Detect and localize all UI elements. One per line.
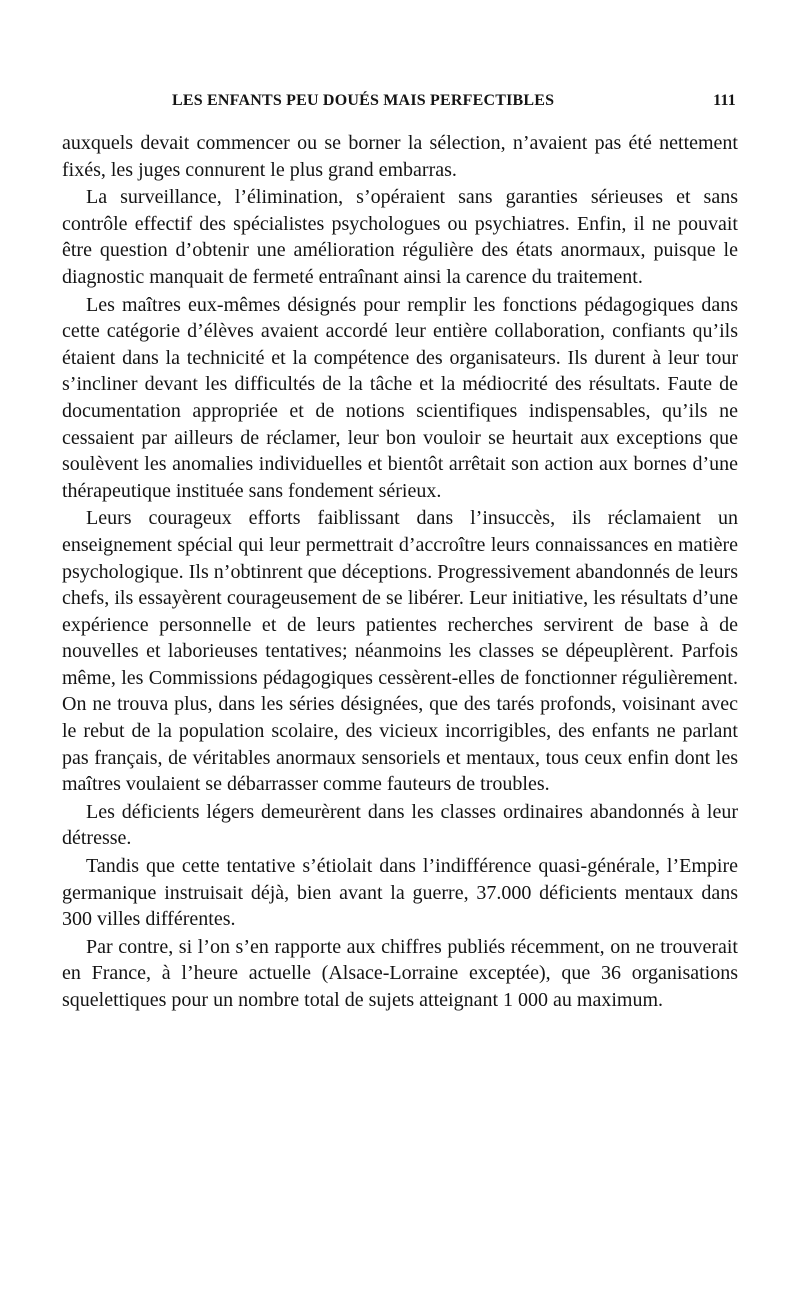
paragraph-france: Par contre, si l’on s’en rapporte aux chiffres publiés récemment, on ne trouverait en France, à l’heure actuelle (Alsace-Lorraine exceptée), que 36 organisations squelettiques pour un nombre total de sujets atteignant 1 000 au maximum. xyxy=(62,935,738,1011)
running-title: LES ENFANTS PEU DOUÉS MAIS PERFECTIBLES xyxy=(172,92,555,109)
body-text xyxy=(62,130,738,1014)
paragraph-empire-germanique: Tandis que cette tentative s’étiolait dans l’indifférence quasi-générale, l’Empire germanique instruisait déjà, bien avant la guerre, 37.000 déficients mentaux dans 300 villes différentes. xyxy=(62,855,738,931)
page-number: 111 xyxy=(713,92,736,109)
paragraph-deficients-legers: Les déficients légers demeurèrent dans les classes ordinaires abandonnés à leur détresse. xyxy=(62,800,738,850)
paragraph-efforts: Leurs courageux efforts faiblissant dans l’insuccès, ils réclamaient un enseignement spécial qui leur permettrait d’accroître leurs connaissances en matière psychologique. Ils n’obtinrent que déceptions. Progressivement abandonnés de leurs chefs, ils essayèrent courageusement de se libérer. Leur initiative, les résultats d’une expérience personnelle et de leurs patientes recherches servirent de base à de nouvelles et laborieuses tentatives; néanmoins les classes se dépeuplèrent. Parfois même, les Commissions pédagogiques cessèrent-elles de fonctionner régulièrement. On ne trouva plus, dans les séries désignées, que des tarés profonds, voisinant avec le rebut de la population scolaire, des vicieux incorrigibles, des enfants ne parlant pas français, de véritables anormaux sensoriels et mentaux, tous ceux enfin dont les maîtres voulaient se débarrasser comme fauteurs de troubles. xyxy=(62,507,738,796)
running-head xyxy=(62,86,738,116)
paragraph-continuation: auxquels devait commencer ou se borner la sélection, n’avaient pas été nettement fixés, les juges connurent le plus grand embarras. xyxy=(62,132,738,181)
paragraph-maitres: Les maîtres eux-mêmes désignés pour remplir les fonctions pédagogiques dans cette catégorie d’élèves avaient accordé leur entière collaboration, confiants qu’ils étaient dans la technicité et la compétence des organisateurs. Ils durent à leur tour s’incliner devant les difficultés de la tâche et la médiocrité des résultats. Faute de documentation appropriée et de notions scientifiques indispensables, qu’ils ne cessaient par ailleurs de réclamer, leur bon vouloir se heurtait aux exceptions que soulèvent les anomalies individuelles et bientôt arrêtait son action aux bornes d’une thérapeutique instituée sans fondement sérieux. xyxy=(62,293,738,502)
paragraph-surveillance: La surveillance, l’élimination, s’opéraient sans garanties sérieuses et sans contrôle effectif des spécialistes psychologues ou psychiatres. Enfin, il ne pouvait être question d’obtenir une amélioration régulière des états anormaux, puisque le diagnostic manquait de fermeté entraînant ainsi la carence du traitement. xyxy=(62,186,738,288)
book-page xyxy=(62,86,738,1014)
